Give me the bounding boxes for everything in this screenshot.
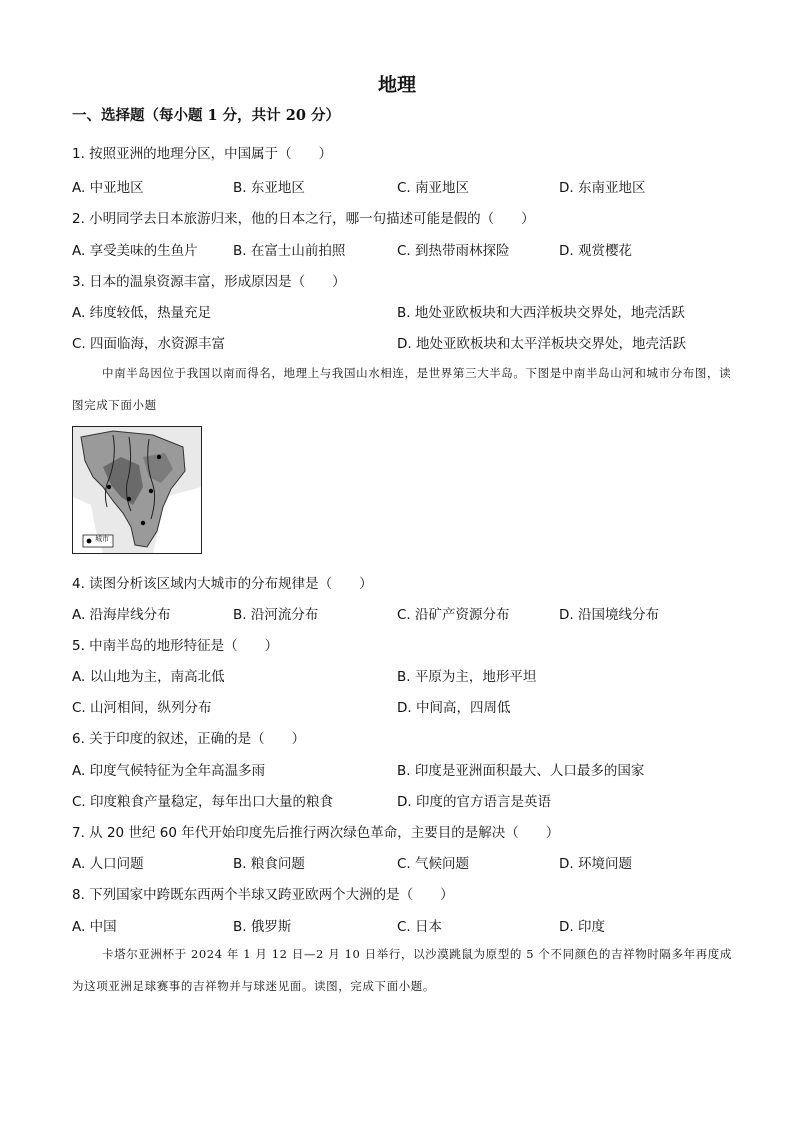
question-1-option-d[interactable]: D. 东南亚地区 xyxy=(559,180,646,196)
question-4-option-b[interactable]: B. 沿河流分布 xyxy=(233,607,319,623)
page-title: 地理 xyxy=(377,74,416,96)
question-3-option-b[interactable]: B. 地处亚欧板块和大西洋板块交界处，地壳活跃 xyxy=(397,305,685,321)
question-8-option-b[interactable]: B. 俄罗斯 xyxy=(233,919,292,935)
map-legend-label: 城市 xyxy=(95,535,109,543)
question-4-option-a[interactable]: A. 沿海岸线分布 xyxy=(72,607,171,623)
question-2-option-d[interactable]: D. 观赏樱花 xyxy=(559,243,632,259)
question-7-option-a[interactable]: A. 人口问题 xyxy=(72,856,144,872)
question-5-option-b[interactable]: B. 平原为主，地形平坦 xyxy=(397,669,537,685)
question-5-option-d[interactable]: D. 中间高，四周低 xyxy=(397,700,511,716)
passage-indochina: 中南半岛因位于我国以南而得名，地理上与我国山水相连，是世界第三大半岛。下图是中南半岛山河和城市分布图，读图完成下面小题 xyxy=(72,366,732,412)
question-7-option-b[interactable]: B. 粮食问题 xyxy=(233,856,305,872)
question-1-stem: 1. 按照亚洲的地理分区，中国属于（ ） xyxy=(72,146,333,162)
question-6-option-d[interactable]: D. 印度的官方语言是英语 xyxy=(397,794,551,810)
question-7-option-d[interactable]: D. 环境问题 xyxy=(559,856,632,872)
question-6-option-b[interactable]: B. 印度是亚洲面积最大、人口最多的国家 xyxy=(397,763,645,779)
question-6-option-a[interactable]: A. 印度气候特征为全年高温多雨 xyxy=(72,763,266,779)
question-4-option-d[interactable]: D. 沿国境线分布 xyxy=(559,607,659,623)
indochina-map xyxy=(72,426,202,554)
question-8-option-a[interactable]: A. 中国 xyxy=(72,919,117,935)
question-1-option-a[interactable]: A. 中亚地区 xyxy=(72,180,144,196)
question-1-option-c[interactable]: C. 南亚地区 xyxy=(397,180,470,196)
question-7-stem: 7. 从 20 世纪 60 年代开始印度先后推行两次绿色革命，主要目的是解决（ ） xyxy=(72,825,560,841)
question-3-option-d[interactable]: D. 地处亚欧板块和太平洋板块交界处，地壳活跃 xyxy=(397,336,686,352)
question-3-stem: 3. 日本的温泉资源丰富，形成原因是（ ） xyxy=(72,274,346,290)
question-4-stem: 4. 读图分析该区域内大城市的分布规律是（ ） xyxy=(72,576,373,592)
question-6-stem: 6. 关于印度的叙述，正确的是（ ） xyxy=(72,731,306,747)
question-2-stem: 2. 小明同学去日本旅游归来，他的日本之行，哪一句描述可能是假的（ ） xyxy=(72,211,535,227)
question-3-option-a[interactable]: A. 纬度较低，热量充足 xyxy=(72,305,212,321)
question-5-option-c[interactable]: C. 山河相间，纵列分布 xyxy=(72,700,212,716)
question-5-stem: 5. 中南半岛的地形特征是（ ） xyxy=(72,638,279,654)
question-8-option-c[interactable]: C. 日本 xyxy=(397,919,443,935)
question-5-option-a[interactable]: A. 以山地为主，南高北低 xyxy=(72,669,225,685)
question-2-option-a[interactable]: A. 享受美味的生鱼片 xyxy=(72,243,198,259)
question-4-option-c[interactable]: C. 沿矿产资源分布 xyxy=(397,607,510,623)
question-6-option-c[interactable]: C. 印度粮食产量稳定，每年出口大量的粮食 xyxy=(72,794,334,810)
question-2-option-c[interactable]: C. 到热带雨林探险 xyxy=(397,243,510,259)
indochina-map-graphic xyxy=(73,427,201,553)
question-8-option-d[interactable]: D. 印度 xyxy=(559,919,605,935)
question-7-option-c[interactable]: C. 气候问题 xyxy=(397,856,470,872)
passage-asian-cup: 卡塔尔亚洲杯于 2024 年 1 月 12 日—2 月 10 日举行，以沙漠跳鼠为原型的 5 个不同颜色的吉祥物时隔多年再度成为这项亚洲足球赛事的吉祥物并与球迷见面。读图，完成下面小题。 xyxy=(72,947,732,993)
question-2-option-b[interactable]: B. 在富士山前拍照 xyxy=(233,243,346,259)
question-3-option-c[interactable]: C. 四面临海，水资源丰富 xyxy=(72,336,226,352)
section-heading: 一、选择题（每小题 1 分，共计 20 分） xyxy=(72,107,340,124)
question-8-stem: 8. 下列国家中跨既东西两个半球又跨亚欧两个大洲的是（ ） xyxy=(72,887,454,903)
question-1-option-b[interactable]: B. 东亚地区 xyxy=(233,180,305,196)
